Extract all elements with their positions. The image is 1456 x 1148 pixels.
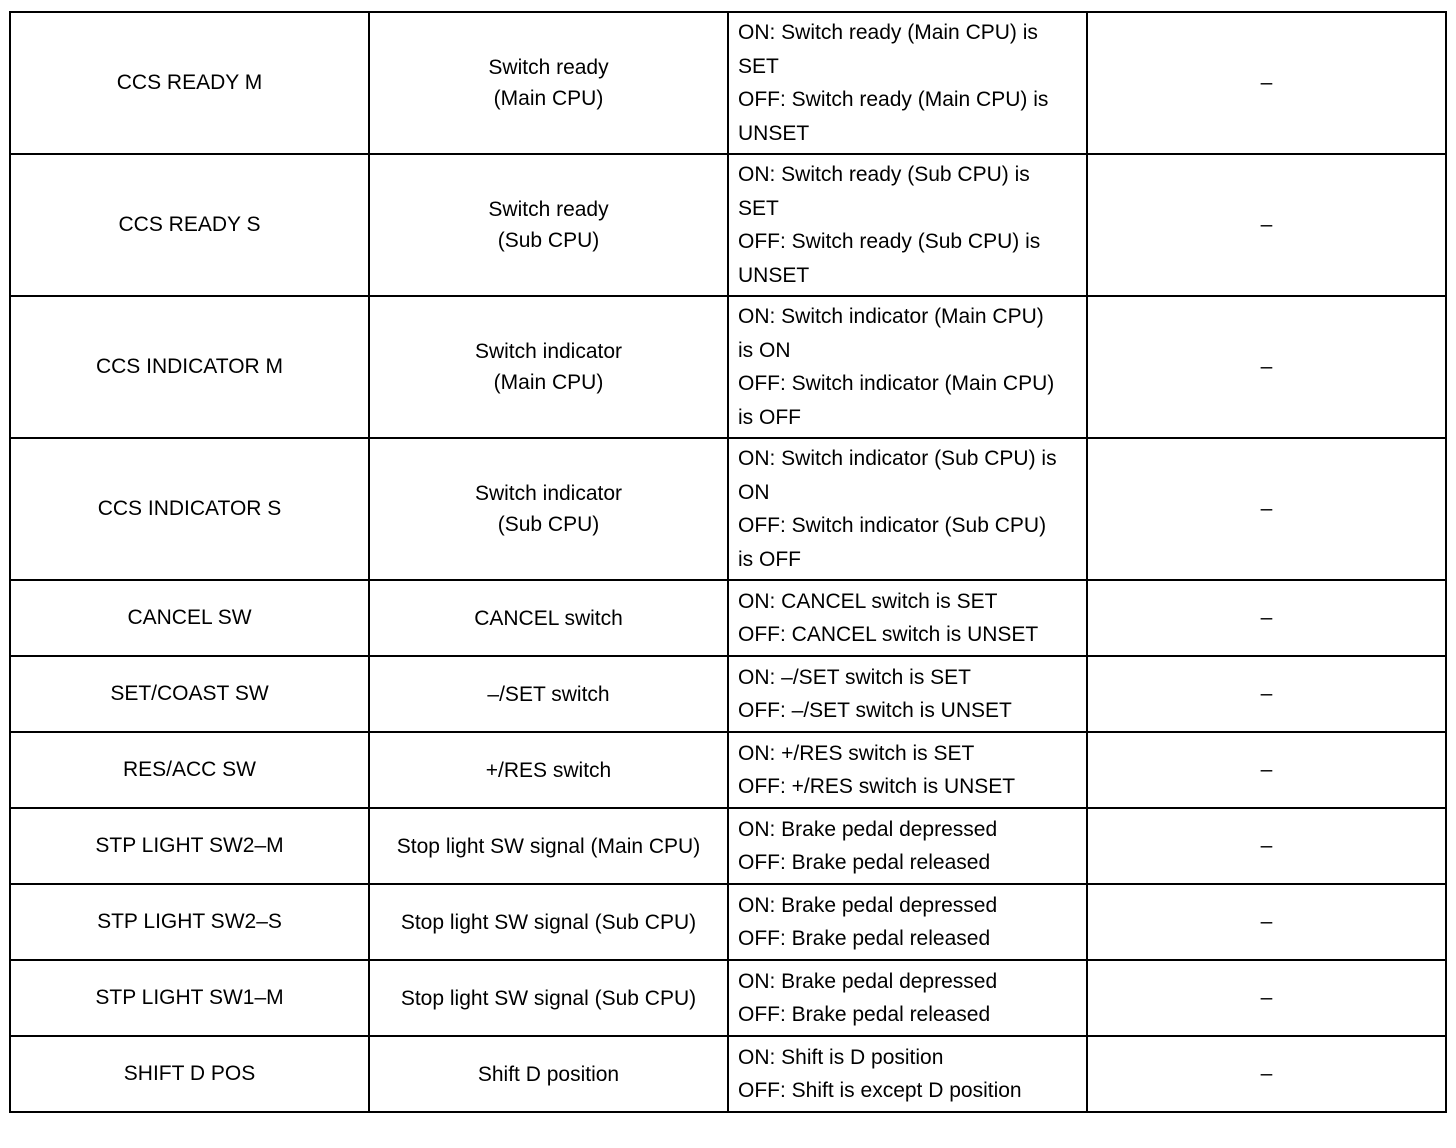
description-text: –/SET switch — [487, 682, 610, 706]
condition-cell — [728, 960, 1087, 1036]
table-row — [10, 438, 1446, 580]
table-row — [10, 808, 1446, 884]
condition-cell — [728, 884, 1087, 960]
value-text: – — [1260, 71, 1273, 95]
data-list-table — [9, 11, 1447, 1113]
value-cell — [1087, 12, 1446, 154]
item-cell — [10, 808, 369, 884]
item-text: CANCEL SW — [127, 606, 252, 630]
item-text: CCS READY S — [118, 213, 261, 237]
item-text: STP LIGHT SW2–S — [97, 910, 282, 934]
condition-text: ON: +/RES switch is SET OFF: +/RES switch is UNSET — [738, 741, 1016, 798]
value-cell — [1087, 154, 1446, 296]
value-text: – — [1260, 910, 1273, 934]
condition-cell — [728, 438, 1087, 580]
condition-text: ON: Shift is D position OFF: Shift is except D position — [738, 1045, 1022, 1102]
item-text: STP LIGHT SW2–M — [95, 834, 284, 858]
item-text: SHIFT D POS — [123, 1062, 256, 1086]
condition-text: ON: Brake pedal depressed OFF: Brake pedal released — [738, 817, 998, 874]
item-cell — [10, 580, 369, 656]
description-text: Switch indicator (Sub CPU) — [474, 482, 623, 536]
value-text: – — [1260, 1062, 1273, 1086]
item-cell — [10, 884, 369, 960]
condition-cell — [728, 12, 1087, 154]
value-cell — [1087, 808, 1446, 884]
description-text: Switch indicator (Main CPU) — [474, 340, 623, 394]
condition-cell — [728, 732, 1087, 808]
table-row — [10, 960, 1446, 1036]
table-row — [10, 296, 1446, 438]
item-text: CCS INDICATOR M — [95, 355, 284, 379]
description-text: Switch ready (Main CPU) — [488, 56, 609, 110]
item-cell — [10, 12, 369, 154]
description-cell — [369, 808, 728, 884]
value-text: – — [1260, 606, 1273, 630]
condition-text: ON: Switch indicator (Sub CPU) is ON OFF: Switch indicator (Sub CPU) is OFF — [738, 447, 1057, 571]
description-text: Stop light SW signal (Sub CPU) — [400, 986, 697, 1010]
table-row — [10, 580, 1446, 656]
condition-cell — [728, 1036, 1087, 1112]
item-cell — [10, 960, 369, 1036]
table-row — [10, 656, 1446, 732]
condition-text: ON: Switch ready (Sub CPU) is SET OFF: Switch ready (Sub CPU) is UNSET — [738, 163, 1041, 287]
value-cell — [1087, 656, 1446, 732]
item-text: RES/ACC SW — [122, 758, 256, 782]
item-cell — [10, 1036, 369, 1112]
description-cell — [369, 884, 728, 960]
value-text: – — [1260, 213, 1273, 237]
condition-cell — [728, 580, 1087, 656]
description-cell — [369, 438, 728, 580]
condition-text: ON: –/SET switch is SET OFF: –/SET switch is UNSET — [738, 665, 1012, 722]
description-cell — [369, 1036, 728, 1112]
condition-cell — [728, 154, 1087, 296]
item-cell — [10, 296, 369, 438]
item-cell — [10, 438, 369, 580]
description-text: Switch ready (Sub CPU) — [488, 198, 609, 252]
condition-cell — [728, 296, 1087, 438]
condition-cell — [728, 656, 1087, 732]
item-text: SET/COAST SW — [110, 682, 269, 706]
value-text: – — [1260, 986, 1273, 1010]
item-cell — [10, 732, 369, 808]
description-cell — [369, 656, 728, 732]
condition-text: ON: Brake pedal depressed OFF: Brake pedal released — [738, 893, 998, 950]
value-cell — [1087, 960, 1446, 1036]
value-cell — [1087, 580, 1446, 656]
description-cell — [369, 154, 728, 296]
condition-text: ON: CANCEL switch is SET OFF: CANCEL switch is UNSET — [738, 589, 1039, 646]
description-cell — [369, 580, 728, 656]
item-cell — [10, 656, 369, 732]
description-text: Stop light SW signal (Main CPU) — [396, 834, 701, 858]
description-cell — [369, 960, 728, 1036]
item-text: STP LIGHT SW1–M — [95, 986, 284, 1010]
value-cell — [1087, 732, 1446, 808]
value-text: – — [1260, 758, 1273, 782]
description-cell — [369, 732, 728, 808]
description-text: Stop light SW signal (Sub CPU) — [400, 910, 697, 934]
description-text: CANCEL switch — [474, 606, 623, 630]
table-row — [10, 732, 1446, 808]
value-text: – — [1260, 834, 1273, 858]
value-text: – — [1260, 682, 1273, 706]
item-cell — [10, 154, 369, 296]
value-cell — [1087, 296, 1446, 438]
description-text: Shift D position — [477, 1062, 620, 1086]
value-cell — [1087, 884, 1446, 960]
table-row — [10, 1036, 1446, 1112]
item-text: CCS INDICATOR S — [97, 497, 282, 521]
table-row — [10, 12, 1446, 154]
table-row — [10, 884, 1446, 960]
description-text: +/RES switch — [485, 758, 612, 782]
table-row — [10, 154, 1446, 296]
value-cell — [1087, 1036, 1446, 1112]
condition-text: ON: Brake pedal depressed OFF: Brake pedal released — [738, 969, 998, 1026]
description-cell — [369, 296, 728, 438]
condition-text: ON: Switch indicator (Main CPU) is ON OFF: Switch indicator (Main CPU) is OFF — [738, 305, 1055, 429]
item-text: CCS READY M — [116, 71, 263, 95]
condition-cell — [728, 808, 1087, 884]
value-text: – — [1260, 497, 1273, 521]
condition-text: ON: Switch ready (Main CPU) is SET OFF: Switch ready (Main CPU) is UNSET — [738, 21, 1049, 145]
value-cell — [1087, 438, 1446, 580]
value-text: – — [1260, 355, 1273, 379]
description-cell — [369, 12, 728, 154]
